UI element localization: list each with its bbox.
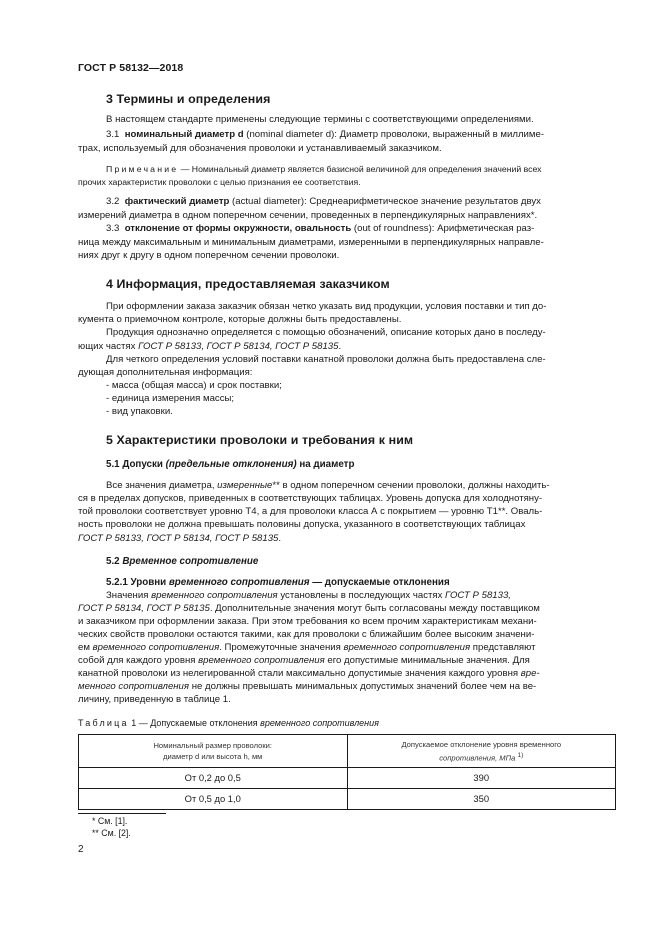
table-row [79, 789, 616, 810]
s4-p2-line-2: ющих частях ГОСТ Р 58133, ГОСТ Р 58134, ГОСТ Р 58135. [78, 341, 342, 352]
s4-p1-line-2: кумента о приемочном контроле, которые должны быть предоставлены. [78, 314, 402, 325]
subsection-5-1-title: 5.1 Допуски (предельные отклонения) на диаметр [106, 459, 355, 470]
table-cell-size: От 0,5 до 1,0 [79, 789, 348, 810]
s4-p3-line-2: дующая дополнительная информация: [78, 367, 253, 378]
table-cell-size: От 0,2 до 0,5 [79, 768, 348, 789]
s51-line-4: ность проволоки не должна превышать половины допуска, указанного в соответствующих таблицах [78, 519, 526, 530]
s4-p2-line-1: Продукция однозначно определяется с помощью обозначений, описание которых дано в последу- [106, 327, 546, 338]
s521-line-1: Значения временного сопротивления установлены в последующих частях ГОСТ Р 58133, [106, 590, 511, 601]
list-item: - вид упаковки. [106, 406, 173, 417]
section-3-title: 3 Термины и определения [106, 92, 271, 106]
s521-line-9: личину, приведенную в таблице 1. [78, 694, 231, 705]
s4-p3-line-1: Для четкого определения условий поставки канатной проволоки должна быть предоставлена сле- [106, 354, 546, 365]
subsection-5-2-title: 5.2 Временное сопротивление [106, 556, 259, 567]
table-header-row [79, 735, 616, 768]
s51-line-5: ГОСТ Р 58133, ГОСТ Р 58134, ГОСТ Р 58135. [78, 533, 282, 544]
list-item: - масса (общая масса) и срок поставки; [106, 380, 282, 391]
term-3-3-line-3: ниях друг к другу в одном поперечном сечении проволоки. [78, 250, 340, 261]
s51-line-1: Все значения диаметра, измеренные** в одном поперечном сечении проволоки, должны находить- [106, 480, 550, 491]
page-number: 2 [78, 844, 84, 855]
table-cell-deviation: 350 [347, 789, 616, 810]
table-header-size: Номинальный размер проволоки: диаметр d или высота h, мм [79, 735, 348, 768]
table-caption: Таблица 1 — Допускаемые отклонения временного сопротивления [78, 718, 379, 728]
table-cell-deviation: 390 [347, 768, 616, 789]
term-3-2-line-2: измерений диаметра в одном поперечном сечении, проведенных в перпендикулярных направлениях*. [78, 210, 538, 221]
section-5-title: 5 Характеристики проволоки и требования к ним [106, 433, 414, 447]
footnote-1: * См. [1]. [92, 816, 128, 826]
s51-line-3: той проволоки соответствует уровню Т4, а для проволоки класса А с покрытием — уровню Т1**. Оваль- [78, 506, 543, 517]
note-line-2: прочих характеристик проволоки с целью признания ее соответствия. [78, 177, 361, 187]
s521-line-5: ем временного сопротивления. Промежуточные значения временного сопротивления представляют [78, 642, 536, 653]
s4-p1-line-1: При оформлении заказа заказчик обязан четко указать вид продукции, условия поставки и тип до- [106, 301, 547, 312]
term-3-1-line-2: трах, используемый для обозначения проволоки и устанавливаемый заказчиком. [78, 143, 442, 154]
note-line-1: Примечание — Номинальный диаметр является базисной величиной для определения значений всех [106, 164, 542, 174]
subsection-5-2-1-title: 5.2.1 Уровни временного сопротивления — допускаемые отклонения [106, 577, 450, 588]
s521-line-8: менного сопротивления не должны превышать минимальных допустимых значений более чем на ве- [78, 681, 537, 692]
s521-line-4: ческих свойств проволоки остаются такими, как для проволоки с ближайшим более высоким значени- [78, 629, 535, 640]
term-3-3-line-2: ница между максимальным и минимальным диаметрами, измеренными в перпендикулярных направле- [78, 237, 544, 248]
table-row [79, 768, 616, 789]
section-4-title: 4 Информация, предоставляемая заказчиком [106, 277, 390, 291]
footnote-2: ** См. [2]. [92, 828, 131, 838]
s521-line-2: ГОСТ Р 58134, ГОСТ Р 58135. Дополнительные значения могут быть согласованы между поставщиком [78, 603, 540, 614]
s521-line-3: и заказчиком при оформлении заказа. При этом требования ко всем прочим характеристикам механи- [78, 616, 537, 627]
s521-line-7: канатной проволоки из нелегированной стали максимально допустимые значения каждого уровня вре- [78, 668, 540, 679]
s521-line-6: собой для каждого уровня временного сопротивления его допустимые минимальные значения. Для [78, 655, 530, 666]
document-header: ГОСТ Р 58132—2018 [78, 62, 184, 74]
term-3-2-line-1: 3.2 фактический диаметр (actual diameter): Среднеарифметическое значение результатов двух [106, 196, 541, 207]
table-header-deviation: Допускаемое отклонение уровня временного сопротивления, МПа $^{1)}$ [347, 735, 616, 768]
tolerance-table [78, 734, 616, 810]
section-3-intro: В настоящем стандарте применены следующие термины с соответствующими определениями. [106, 114, 534, 125]
term-3-1-line-1: 3.1 номинальный диаметр d (nominal diameter d): Диаметр проволоки, выраженный в миллиме- [106, 129, 545, 140]
footnote-divider [78, 813, 166, 814]
term-3-3-line-1: 3.3 отклонение от формы окружности, овальность (out of roundness): Арифметическая раз- [106, 223, 535, 234]
s51-line-2: ся в пределах допусков, приведенных в соответствующих таблицах. Уровень допуска для холоднотяну- [78, 493, 543, 504]
list-item: - единица измерения массы; [106, 393, 235, 404]
